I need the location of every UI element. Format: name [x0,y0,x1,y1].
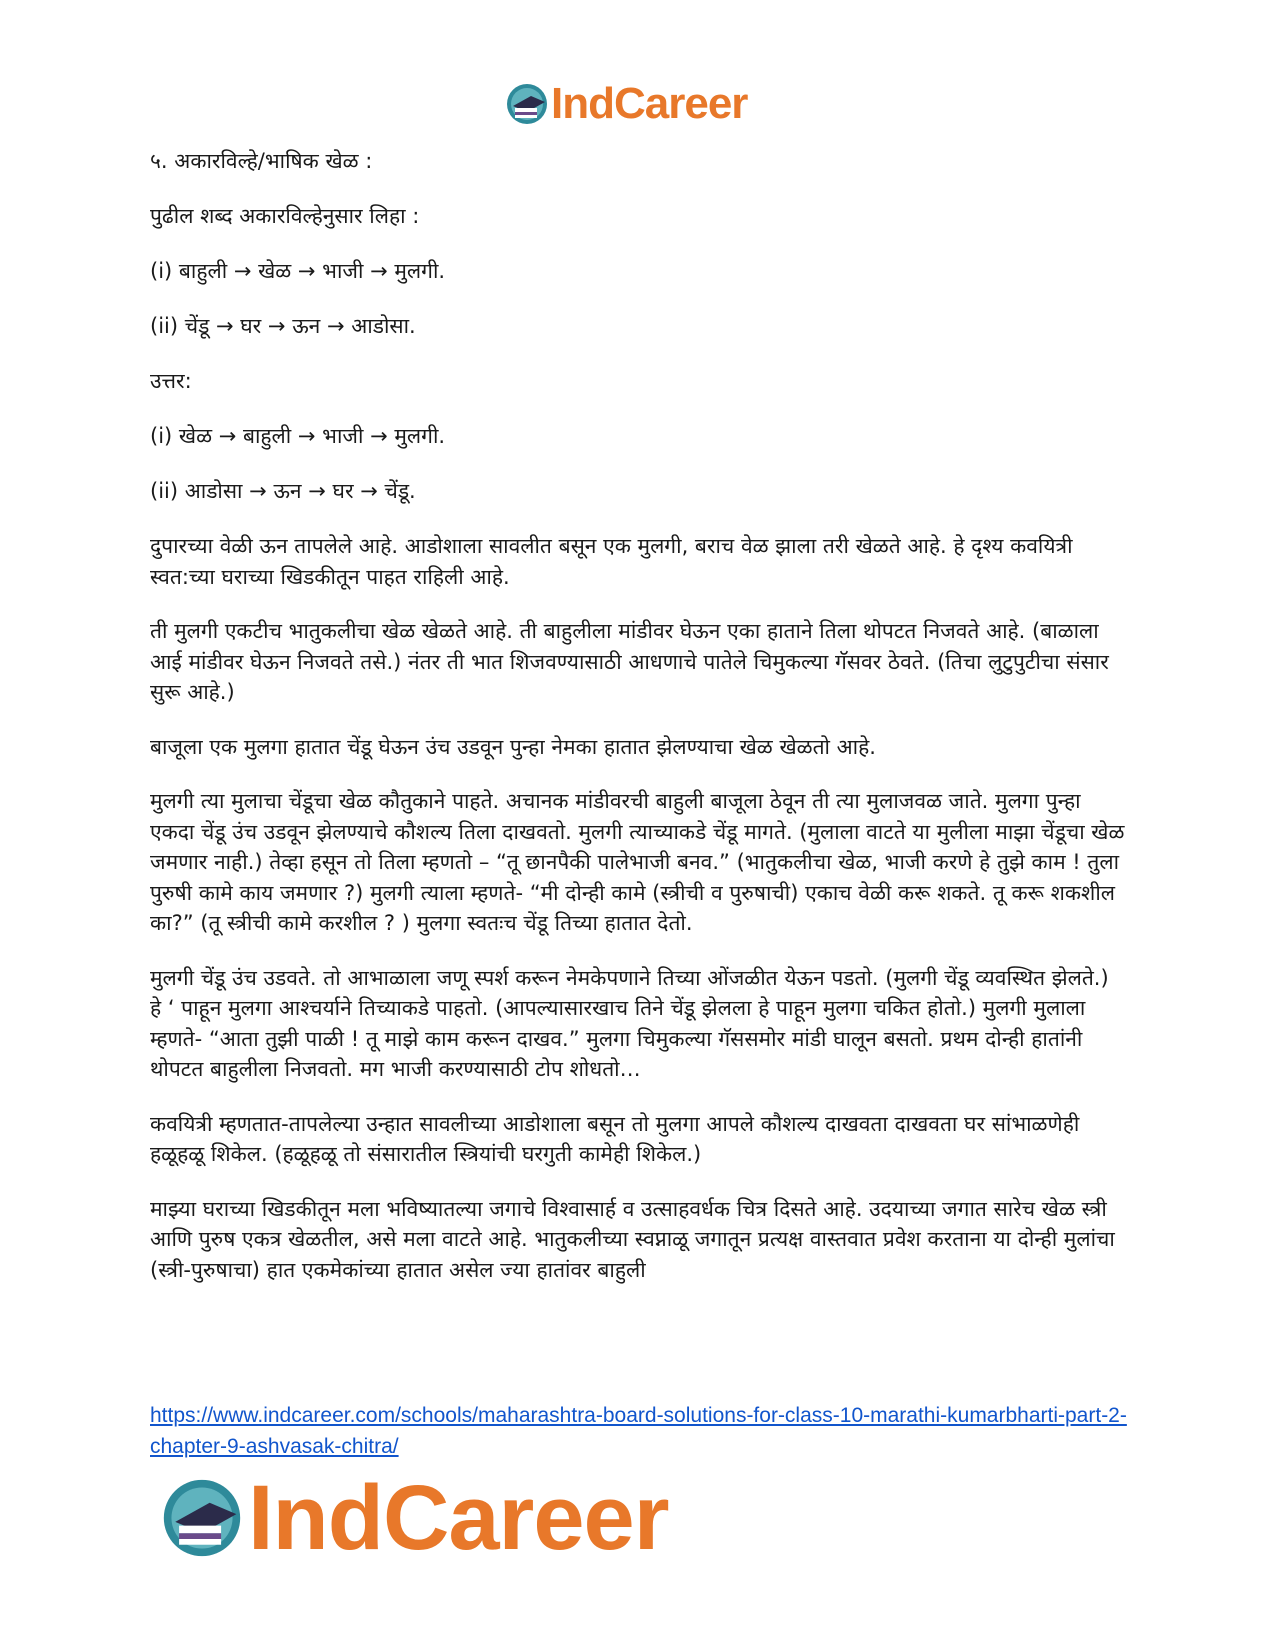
source-link[interactable]: https://www.indcareer.com/schools/maharashtra-board-solutions-for-class-10-marathi-kumarbharti-part-2-chapter-9-ashvasak-chitra/ [150,1404,1127,1458]
logo-text: IndCareer [551,79,748,128]
question-2: (ii) चेंडू → घर → ऊन → आडोसा. [150,314,416,338]
graduation-cap-book-icon [160,1476,244,1560]
footer-logo [160,1467,669,1569]
answer-label: उत्तर: [150,369,192,393]
paragraph-3: बाजूला एक मुलगा हातात चेंडू घेऊन उंच उडवून पुन्हा नेमका हातात झेलण्याचा खेळ खेळतो आहे. [150,734,876,759]
answer-1: (i) खेळ → बाहुली → भाजी → मुलगी. [150,424,446,448]
document-body [150,146,1125,1309]
paragraph-4: मुलगी त्या मुलाचा चेंडूचा खेळ कौतुकाने पाहते. अचानक मांडीवरची बाहुली बाजूला ठेवून ती त्या मुलाजवळ जाते. मुलगा पुन्हा एकदा चेंडू उंच उडवून झेलण्याचे कौशल्य तिला दाखवतो. मुलगी त्याच्याकडे चेंडू मागते. (मुलाला वाटते या मुलीला माझा चेंडूचा खेळ जमणार नाही.) तेव्हा हसून तो तिला म्हणतो – “तू छानपैकी पालेभाजी बनव.” (भातुकलीचा खेळ, भाजी करणे हे तुझे काम ! तुला पुरुषी कामे काय जमणार ?) मुलगी त्याला म्हणते- “मी दोन्ही कामे (स्त्रीची व पुरुषाची) एकाच वेळी करू शकते. तू करू शकशील का?” (तू स्त्रीची कामे करशील ? ) मुलगा स्वतःच चेंडू तिच्या हातात देतो. [150,789,1125,935]
paragraph-2: ती मुलगी एकटीच भातुकलीचा खेळ खेळते आहे. ती बाहुलीला मांडीवर घेऊन एका हाताने तिला थोपटत निजवते आहे. (बाळाला आई मांडीवर घेऊन निजवते तसे.) नंतर ती भात शिजवण्यासाठी आधणाचे पातेले चिमुकल्या गॅसवर ठेवते. (तिचा लुटुपुटीचा संसार सुरू आहे.) [150,619,1109,704]
paragraph-7: माझ्या घराच्या खिडकीतून मला भविष्यातल्या जगाचे विश्वासार्ह व उत्साहवर्धक चित्र दिसते आहे. उदयाच्या जगात सारेच खेळ स्त्री आणि पुरुष एकत्र खेळतील, असे मला वाटते आहे. भातुकलीच्या स्वप्नाळू जगातून प्रत्यक्ष वास्तवात प्रवेश करताना या दोन्ही मुलांचा (स्त्री-पुरुषाचा) हात एकमेकांच्या हातात असेल ज्या हातांवर बाहुली [150,1196,1115,1282]
question-1: (i) बाहुली → खेळ → भाजी → मुलगी. [150,259,446,283]
paragraph-6: कवयित्री म्हणतात-तापलेल्या उन्हात सावलीच्या आडोशाला बसून तो मुलगा आपले कौशल्य दाखवता दाखवता घर सांभाळणेही हळूहळू शिकेल. (हळूहळू तो संसारातील स्त्रियांची घरगुती कामेही शिकेल.) [150,1111,1080,1166]
answer-2: (ii) आडोसा → ऊन → घर → चेंडू. [150,479,416,503]
logo-text: IndCareer [248,1467,669,1569]
paragraph-5: मुलगी चेंडू उंच उडवते. तो आभाळाला जणू स्पर्श करून नेमकेपणाने तिच्या ओंजळीत येऊन पडतो. (मुलगी चेंडू व्यवस्थित झेलते.) हे ‘ पाहून मुलगा आश्चर्याने तिच्याकडे पाहतो. (आपल्यासारखाच तिने चेंडू झेलला हे पाहून मुलगा चकित होतो.) मुलगी मुलाला म्हणते- “आता तुझी पाळी ! तू माझे काम करून दाखव.” मुलगा चिमुकल्या गॅससमोर मांडी घालून बसतो. प्रथम दोन्ही हातांनी थोपटत बाहुलीला निजवतो. मग भाजी करण्यासाठी टोप शोधतो… [150,965,1109,1081]
graduation-cap-book-icon [505,82,549,126]
paragraph-1: दुपारच्या वेळी ऊन तापलेले आहे. आडोशाला सावलीत बसून एक मुलगी, बराच वेळ झाला तरी खेळते आहे. हे दृश्य कवयित्री स्वत:च्या घराच्या खिडकीतून पाहत राहिली आहे. [150,534,1073,589]
section-heading: ५. अकारविल्हे/भाषिक खेळ : [150,149,373,173]
header-logo [505,79,748,128]
instruction: पुढील शब्द अकारविल्हेनुसार लिहा : [150,204,420,228]
